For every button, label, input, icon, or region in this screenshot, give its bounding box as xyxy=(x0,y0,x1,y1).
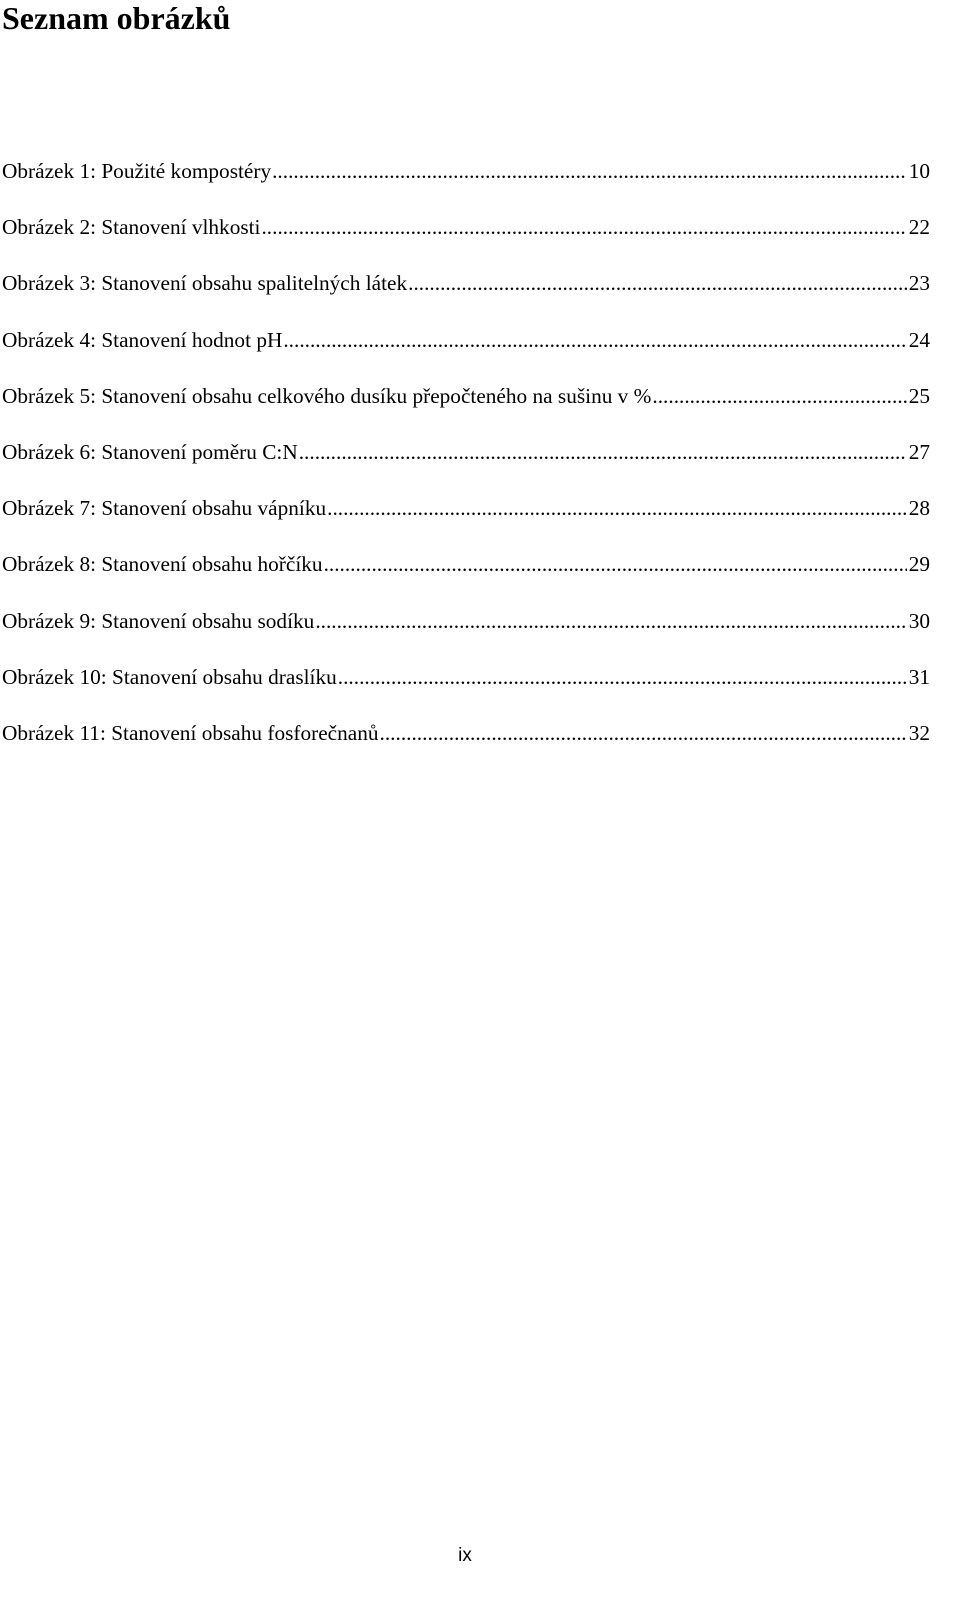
toc-dot-leader xyxy=(315,607,906,636)
toc-entry-page: 22 xyxy=(908,215,930,240)
toc-entry[interactable] xyxy=(2,326,930,355)
toc-entry[interactable] xyxy=(2,157,930,186)
page-number: ix xyxy=(458,1545,472,1566)
toc-entry-page: 28 xyxy=(908,496,930,521)
toc-entry-page: 27 xyxy=(908,439,930,464)
toc-entry-label: Obrázek 11: Stanovení obsahu fosforečnanů xyxy=(2,720,379,745)
toc-entry-label: Obrázek 3: Stanovení obsahu spalitelných látek xyxy=(2,271,408,296)
toc-entry-page: 25 xyxy=(908,383,930,408)
toc-dot-leader xyxy=(283,326,906,355)
toc-entry[interactable] xyxy=(2,550,930,579)
toc-entry-label: Obrázek 10: Stanovení obsahu draslíku xyxy=(2,664,337,689)
toc-dot-leader xyxy=(327,494,907,523)
toc-entry-label: Obrázek 5: Stanovení obsahu celkového dusíku přepočteného na sušinu v % xyxy=(2,383,652,408)
toc-entry-label: Obrázek 1: Použité kompostéry xyxy=(2,159,272,183)
toc-dot-leader xyxy=(408,269,907,298)
toc-entry-page: 23 xyxy=(908,271,930,296)
toc-entry[interactable] xyxy=(2,269,930,298)
toc-dot-leader xyxy=(652,382,906,411)
toc-entry-page: 31 xyxy=(908,664,930,689)
toc-entry-page: 32 xyxy=(908,720,930,745)
toc-entry-page: 24 xyxy=(908,327,930,352)
toc-entry-label: Obrázek 7: Stanovení obsahu vápníku xyxy=(2,496,327,521)
toc-entry[interactable] xyxy=(2,213,930,242)
toc-dot-leader xyxy=(380,719,907,748)
toc-entry[interactable] xyxy=(2,663,930,692)
toc-dot-leader xyxy=(299,438,907,467)
toc-entry-label: Obrázek 4: Stanovení hodnot pH xyxy=(2,327,283,352)
list-of-figures xyxy=(2,157,930,775)
toc-entry[interactable] xyxy=(2,719,930,748)
toc-entry[interactable] xyxy=(2,494,930,523)
toc-entry-label: Obrázek 9: Stanovení obsahu sodíku xyxy=(2,608,315,633)
toc-entry[interactable] xyxy=(2,382,930,411)
toc-entry[interactable] xyxy=(2,438,930,467)
toc-entry-page: 10 xyxy=(908,159,930,183)
page-title: Seznam obrázků xyxy=(2,0,231,36)
toc-dot-leader xyxy=(272,157,907,186)
toc-entry-label: Obrázek 2: Stanovení vlhkosti xyxy=(2,215,261,240)
toc-entry-page: 30 xyxy=(908,608,930,633)
toc-entry-label: Obrázek 8: Stanovení obsahu hořčíku xyxy=(2,552,323,577)
toc-dot-leader xyxy=(261,213,906,242)
toc-dot-leader xyxy=(338,663,907,692)
toc-entry-page: 29 xyxy=(908,552,930,577)
toc-dot-leader xyxy=(324,550,907,579)
toc-entry[interactable] xyxy=(2,607,930,636)
toc-entry-label: Obrázek 6: Stanovení poměru C:N xyxy=(2,439,298,464)
